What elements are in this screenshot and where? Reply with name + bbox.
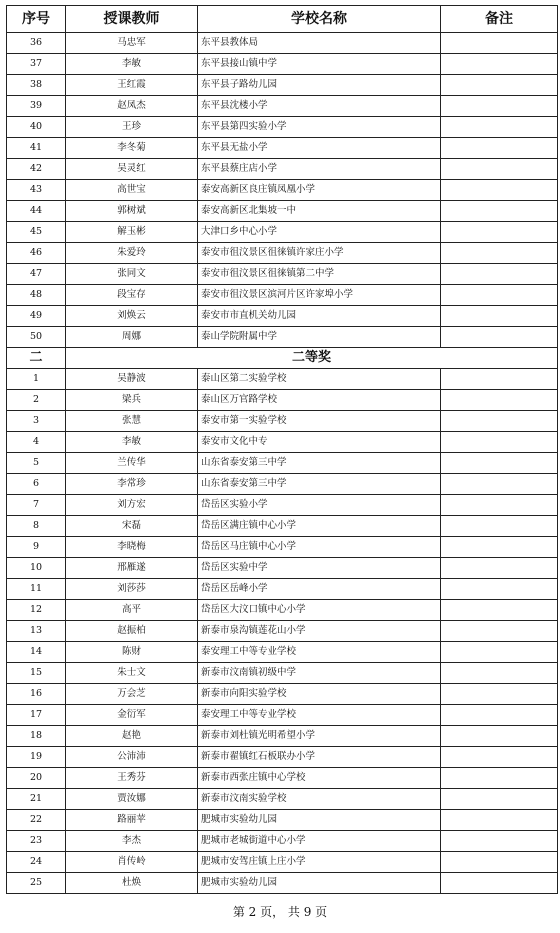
row-note xyxy=(441,831,558,852)
row-note xyxy=(441,96,558,117)
row-num: 16 xyxy=(7,684,66,705)
row-teacher: 段宝存 xyxy=(66,285,198,306)
row-note xyxy=(441,516,558,537)
row-teacher: 王秀芬 xyxy=(66,768,198,789)
section-row xyxy=(7,348,558,369)
row-school: 泰山学院附属中学 xyxy=(198,327,441,348)
row-note xyxy=(441,180,558,201)
table-row xyxy=(7,222,558,243)
row-note xyxy=(441,369,558,390)
row-teacher: 王红霞 xyxy=(66,75,198,96)
row-note xyxy=(441,579,558,600)
row-note xyxy=(441,327,558,348)
header-teacher: 授课教师 xyxy=(66,6,198,33)
row-school: 新泰市泉沟镇莲花山小学 xyxy=(198,621,441,642)
row-school: 泰安市文化中专 xyxy=(198,432,441,453)
row-school: 东平县蔡庄店小学 xyxy=(198,159,441,180)
row-num: 38 xyxy=(7,75,66,96)
table-row xyxy=(7,474,558,495)
row-teacher: 邢雁遂 xyxy=(66,558,198,579)
table-row xyxy=(7,96,558,117)
row-note xyxy=(441,33,558,54)
table-row xyxy=(7,537,558,558)
row-teacher: 刘莎莎 xyxy=(66,579,198,600)
row-num: 25 xyxy=(7,873,66,894)
row-school: 新泰市汶南实验学校 xyxy=(198,789,441,810)
row-school: 肥城市老城街道中心小学 xyxy=(198,831,441,852)
row-num: 39 xyxy=(7,96,66,117)
table-row xyxy=(7,873,558,894)
row-num: 37 xyxy=(7,54,66,75)
row-num: 23 xyxy=(7,831,66,852)
row-note xyxy=(441,474,558,495)
table-row xyxy=(7,306,558,327)
row-num: 4 xyxy=(7,432,66,453)
row-note xyxy=(441,243,558,264)
row-num: 12 xyxy=(7,600,66,621)
row-teacher: 刘焕云 xyxy=(66,306,198,327)
row-school: 岱岳区实验中学 xyxy=(198,558,441,579)
row-num: 50 xyxy=(7,327,66,348)
row-teacher: 吴静波 xyxy=(66,369,198,390)
row-teacher: 梁兵 xyxy=(66,390,198,411)
table-row xyxy=(7,159,558,180)
row-note xyxy=(441,75,558,96)
row-num: 10 xyxy=(7,558,66,579)
table-row xyxy=(7,516,558,537)
row-num: 21 xyxy=(7,789,66,810)
row-school: 泰安市徂汶景区徂徕镇第二中学 xyxy=(198,264,441,285)
row-teacher: 张慧 xyxy=(66,411,198,432)
row-num: 41 xyxy=(7,138,66,159)
table-row xyxy=(7,495,558,516)
row-note xyxy=(441,201,558,222)
row-num: 1 xyxy=(7,369,66,390)
row-note xyxy=(441,432,558,453)
row-note xyxy=(441,285,558,306)
row-teacher: 李敏 xyxy=(66,54,198,75)
row-num: 47 xyxy=(7,264,66,285)
row-teacher: 张同文 xyxy=(66,264,198,285)
row-school: 新泰市翟镇红石板联办小学 xyxy=(198,747,441,768)
row-teacher: 李晓梅 xyxy=(66,537,198,558)
table-row xyxy=(7,621,558,642)
header-num: 序号 xyxy=(7,6,66,33)
row-num: 49 xyxy=(7,306,66,327)
row-school: 泰安市徂汶景区徂徕镇许家庄小学 xyxy=(198,243,441,264)
row-num: 8 xyxy=(7,516,66,537)
row-school: 东平县第四实验小学 xyxy=(198,117,441,138)
table-row xyxy=(7,264,558,285)
row-school: 岱岳区岳峰小学 xyxy=(198,579,441,600)
section-title: 二等奖 xyxy=(66,348,558,369)
row-note xyxy=(441,264,558,285)
row-school: 东平县沈楼小学 xyxy=(198,96,441,117)
row-school: 山东省泰安第三中学 xyxy=(198,453,441,474)
row-school: 新泰市汶南镇初级中学 xyxy=(198,663,441,684)
table-row xyxy=(7,432,558,453)
table-row xyxy=(7,558,558,579)
table-row xyxy=(7,810,558,831)
row-school: 新泰市西张庄镇中心学校 xyxy=(198,768,441,789)
row-school: 岱岳区满庄镇中心小学 xyxy=(198,516,441,537)
row-teacher: 朱士文 xyxy=(66,663,198,684)
table-row xyxy=(7,684,558,705)
row-school: 岱岳区大汶口镇中心小学 xyxy=(198,600,441,621)
row-teacher: 王珍 xyxy=(66,117,198,138)
table-row xyxy=(7,75,558,96)
row-note xyxy=(441,789,558,810)
table-row xyxy=(7,369,558,390)
row-teacher: 赵振柏 xyxy=(66,621,198,642)
row-teacher: 宋磊 xyxy=(66,516,198,537)
row-num: 2 xyxy=(7,390,66,411)
table-header-row xyxy=(7,6,558,33)
row-school: 东平县接山镇中学 xyxy=(198,54,441,75)
row-school: 新泰市刘杜镇光明希望小学 xyxy=(198,726,441,747)
table-row xyxy=(7,138,558,159)
row-teacher: 路丽苹 xyxy=(66,810,198,831)
row-school: 岱岳区马庄镇中心小学 xyxy=(198,537,441,558)
row-num: 9 xyxy=(7,537,66,558)
row-note xyxy=(441,621,558,642)
table-row xyxy=(7,54,558,75)
first-prize-continued-rows xyxy=(7,33,558,348)
award-table xyxy=(6,5,558,894)
row-school: 泰安高新区北集坡一中 xyxy=(198,201,441,222)
row-note xyxy=(441,873,558,894)
row-num: 5 xyxy=(7,453,66,474)
row-note xyxy=(441,495,558,516)
table-row xyxy=(7,327,558,348)
row-note xyxy=(441,558,558,579)
table-row xyxy=(7,453,558,474)
row-num: 36 xyxy=(7,33,66,54)
row-num: 43 xyxy=(7,180,66,201)
row-note xyxy=(441,411,558,432)
row-note xyxy=(441,54,558,75)
row-school: 泰安理工中等专业学校 xyxy=(198,705,441,726)
row-note xyxy=(441,768,558,789)
row-teacher: 李常珍 xyxy=(66,474,198,495)
row-note xyxy=(441,306,558,327)
row-num: 42 xyxy=(7,159,66,180)
row-note xyxy=(441,600,558,621)
row-num: 6 xyxy=(7,474,66,495)
row-school: 肥城市实验幼儿园 xyxy=(198,873,441,894)
table-row xyxy=(7,243,558,264)
row-note xyxy=(441,747,558,768)
row-school: 东平县子路幼儿园 xyxy=(198,75,441,96)
row-teacher: 李杰 xyxy=(66,831,198,852)
row-note xyxy=(441,453,558,474)
row-note xyxy=(441,117,558,138)
row-teacher: 贾汝娜 xyxy=(66,789,198,810)
row-teacher: 朱爱玲 xyxy=(66,243,198,264)
row-num: 14 xyxy=(7,642,66,663)
row-teacher: 马忠军 xyxy=(66,33,198,54)
section-second-prize xyxy=(7,348,558,369)
row-note xyxy=(441,537,558,558)
row-teacher: 吴灵红 xyxy=(66,159,198,180)
row-num: 7 xyxy=(7,495,66,516)
table-row xyxy=(7,579,558,600)
row-note xyxy=(441,852,558,873)
second-prize-rows xyxy=(7,369,558,894)
row-note xyxy=(441,705,558,726)
table-row xyxy=(7,789,558,810)
row-teacher: 高平 xyxy=(66,600,198,621)
row-school: 泰安市第一实验学校 xyxy=(198,411,441,432)
row-teacher: 周娜 xyxy=(66,327,198,348)
row-teacher: 公沛沛 xyxy=(66,747,198,768)
row-num: 18 xyxy=(7,726,66,747)
table-row xyxy=(7,642,558,663)
row-num: 3 xyxy=(7,411,66,432)
table-row xyxy=(7,852,558,873)
row-num: 48 xyxy=(7,285,66,306)
row-num: 11 xyxy=(7,579,66,600)
table-row xyxy=(7,600,558,621)
row-num: 45 xyxy=(7,222,66,243)
table-row xyxy=(7,285,558,306)
row-num: 40 xyxy=(7,117,66,138)
row-teacher: 李敏 xyxy=(66,432,198,453)
row-teacher: 高世宝 xyxy=(66,180,198,201)
row-teacher: 赵艳 xyxy=(66,726,198,747)
row-teacher: 金衍军 xyxy=(66,705,198,726)
table-row xyxy=(7,726,558,747)
row-num: 19 xyxy=(7,747,66,768)
table-row xyxy=(7,768,558,789)
row-teacher: 万会芝 xyxy=(66,684,198,705)
row-teacher: 解玉彬 xyxy=(66,222,198,243)
row-num: 17 xyxy=(7,705,66,726)
table-row xyxy=(7,33,558,54)
table-row xyxy=(7,201,558,222)
table-row xyxy=(7,390,558,411)
table-row xyxy=(7,117,558,138)
row-school: 岱岳区实验小学 xyxy=(198,495,441,516)
row-note xyxy=(441,222,558,243)
row-note xyxy=(441,810,558,831)
table-row xyxy=(7,663,558,684)
row-school: 山东省泰安第三中学 xyxy=(198,474,441,495)
row-note xyxy=(441,663,558,684)
row-school: 东平县教体局 xyxy=(198,33,441,54)
row-teacher: 郭树斌 xyxy=(66,201,198,222)
row-teacher: 李冬菊 xyxy=(66,138,198,159)
row-school: 肥城市安驾庄镇上庄小学 xyxy=(198,852,441,873)
page-footer: 第 2 页， 共 9 页 xyxy=(232,905,328,919)
row-school: 泰安市市直机关幼儿园 xyxy=(198,306,441,327)
row-note xyxy=(441,642,558,663)
row-school: 泰山区万官路学校 xyxy=(198,390,441,411)
table-row xyxy=(7,705,558,726)
row-num: 15 xyxy=(7,663,66,684)
row-num: 44 xyxy=(7,201,66,222)
row-num: 13 xyxy=(7,621,66,642)
row-teacher: 陈财 xyxy=(66,642,198,663)
row-teacher: 刘方宏 xyxy=(66,495,198,516)
row-note xyxy=(441,390,558,411)
row-num: 22 xyxy=(7,810,66,831)
table-row xyxy=(7,411,558,432)
row-teacher: 兰传华 xyxy=(66,453,198,474)
row-note xyxy=(441,138,558,159)
table-row xyxy=(7,831,558,852)
section-num: 二 xyxy=(7,348,66,369)
row-school: 肥城市实验幼儿园 xyxy=(198,810,441,831)
row-teacher: 杜焕 xyxy=(66,873,198,894)
row-teacher: 肖传岭 xyxy=(66,852,198,873)
row-school: 泰安高新区良庄镇凤凰小学 xyxy=(198,180,441,201)
row-num: 20 xyxy=(7,768,66,789)
row-note xyxy=(441,726,558,747)
row-school: 东平县无盐小学 xyxy=(198,138,441,159)
award-list-sheet xyxy=(6,5,555,894)
row-school: 泰山区第二实验学校 xyxy=(198,369,441,390)
row-school: 泰安理工中等专业学校 xyxy=(198,642,441,663)
row-note xyxy=(441,684,558,705)
row-school: 新泰市向阳实验学校 xyxy=(198,684,441,705)
header-note: 备注 xyxy=(441,6,558,33)
row-teacher: 赵凤杰 xyxy=(66,96,198,117)
row-num: 46 xyxy=(7,243,66,264)
row-school: 泰安市徂汶景区滨河片区许家埠小学 xyxy=(198,285,441,306)
row-school: 大津口乡中心小学 xyxy=(198,222,441,243)
row-num: 24 xyxy=(7,852,66,873)
table-row xyxy=(7,747,558,768)
table-row xyxy=(7,180,558,201)
row-note xyxy=(441,159,558,180)
header-school: 学校名称 xyxy=(198,6,441,33)
